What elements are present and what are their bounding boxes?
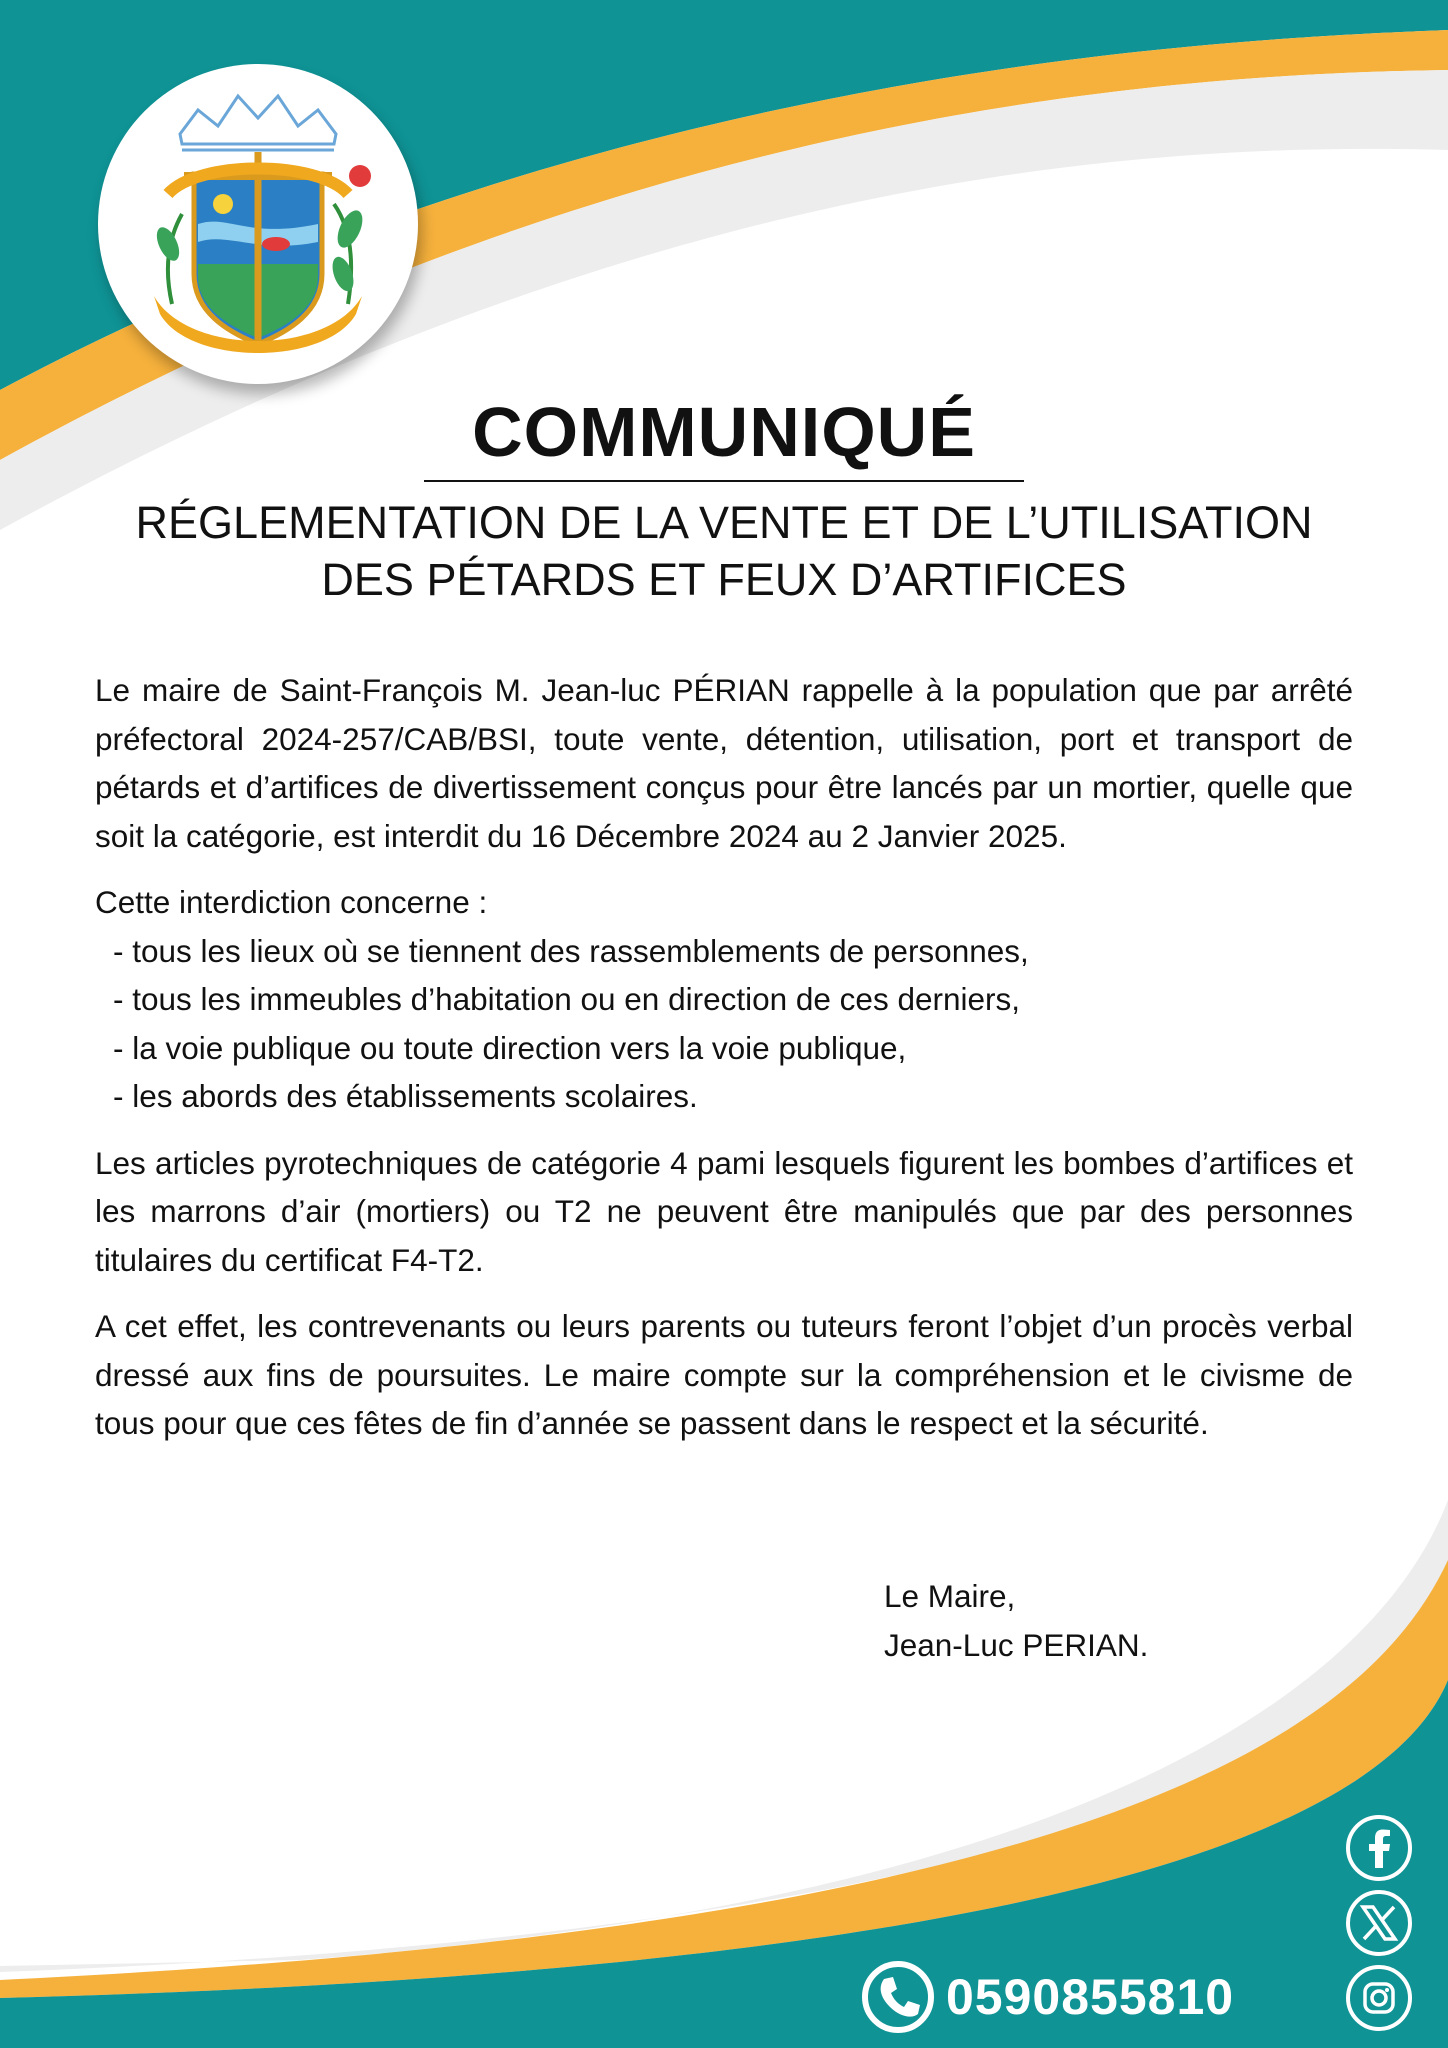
facebook-icon — [1343, 1812, 1415, 1884]
phone-number: 0590855810 — [946, 1969, 1235, 2025]
x-link[interactable] — [1343, 1887, 1415, 1959]
logo-badge — [98, 64, 418, 384]
instagram-icon — [1343, 1962, 1415, 2034]
phone-contact[interactable] — [860, 1955, 1234, 2039]
facebook-link[interactable] — [1343, 1812, 1415, 1884]
list-item: - tous les lieux où se tiennent des rassemblements de personnes, — [113, 932, 1029, 969]
list-item: - les abords des établissements scolaires. — [113, 1078, 698, 1114]
list-item: - la voie publique ou toute direction vers la voie publique, — [113, 1029, 907, 1066]
x-icon — [1343, 1887, 1415, 1959]
interdiction-list — [95, 927, 1353, 1121]
subtitle-line-2: DES PÉTARDS ET FEUX D’ARTIFICES — [321, 554, 1127, 605]
page-subtitle — [80, 494, 1368, 608]
phone-icon — [860, 1959, 936, 2035]
paragraph-sanctions: A cet effet, les contrevenants ou leurs parents ou tuteurs feront l’objet d’un procès verbal dressé aux fins de poursuites. Le maire compte sur la compréhension et le civisme de tous pour que ces fêtes de fin d’année se passent dans le respect et la sécurité. — [95, 1308, 1353, 1441]
subtitle-line-1: RÉGLEMENTATION DE LA VENTE ET DE L’UTILISATION — [135, 497, 1313, 548]
coat-of-arms-emblem — [98, 64, 418, 384]
communique-body — [95, 666, 1353, 1466]
paragraph-categorie-4: Les articles pyrotechniques de catégorie 4 pami lesquels figurent les bombes d’artifices et les marrons d’air (mortiers) ou T2 ne peuvent être manipulés que par des personnes titulaires du certificat F4-T2. — [95, 1144, 1353, 1278]
crown-icon — [180, 96, 336, 144]
list-intro: Cette interdiction concerne : — [95, 884, 488, 920]
page-title: COMMUNIQUÉ — [472, 393, 976, 471]
list-item: - tous les immeubles d’habitation ou en direction de ces derniers, — [113, 981, 1020, 1017]
title-underline — [424, 480, 1024, 482]
signature-name: Jean-Luc PERIAN. — [884, 1627, 1149, 1663]
signature-block — [884, 1572, 1148, 1670]
paragraph-arrete: Le maire de Saint-François M. Jean-luc PÉRIAN rappelle à la population que par arrêté préfectoral 2024-257/CAB/BSI, toute vente, détention, utilisation, port et transport de pétards et d’artifices de divertissement conçus pour être lancés par un mortier, quelle que soit la catégorie, est interdit du 16 Décembre 2024 au 2 Janvier 2025. — [95, 672, 1353, 854]
hibiscus-flower — [349, 165, 371, 187]
signature-title: Le Maire, — [884, 1578, 1016, 1614]
instagram-link[interactable] — [1343, 1962, 1415, 2034]
